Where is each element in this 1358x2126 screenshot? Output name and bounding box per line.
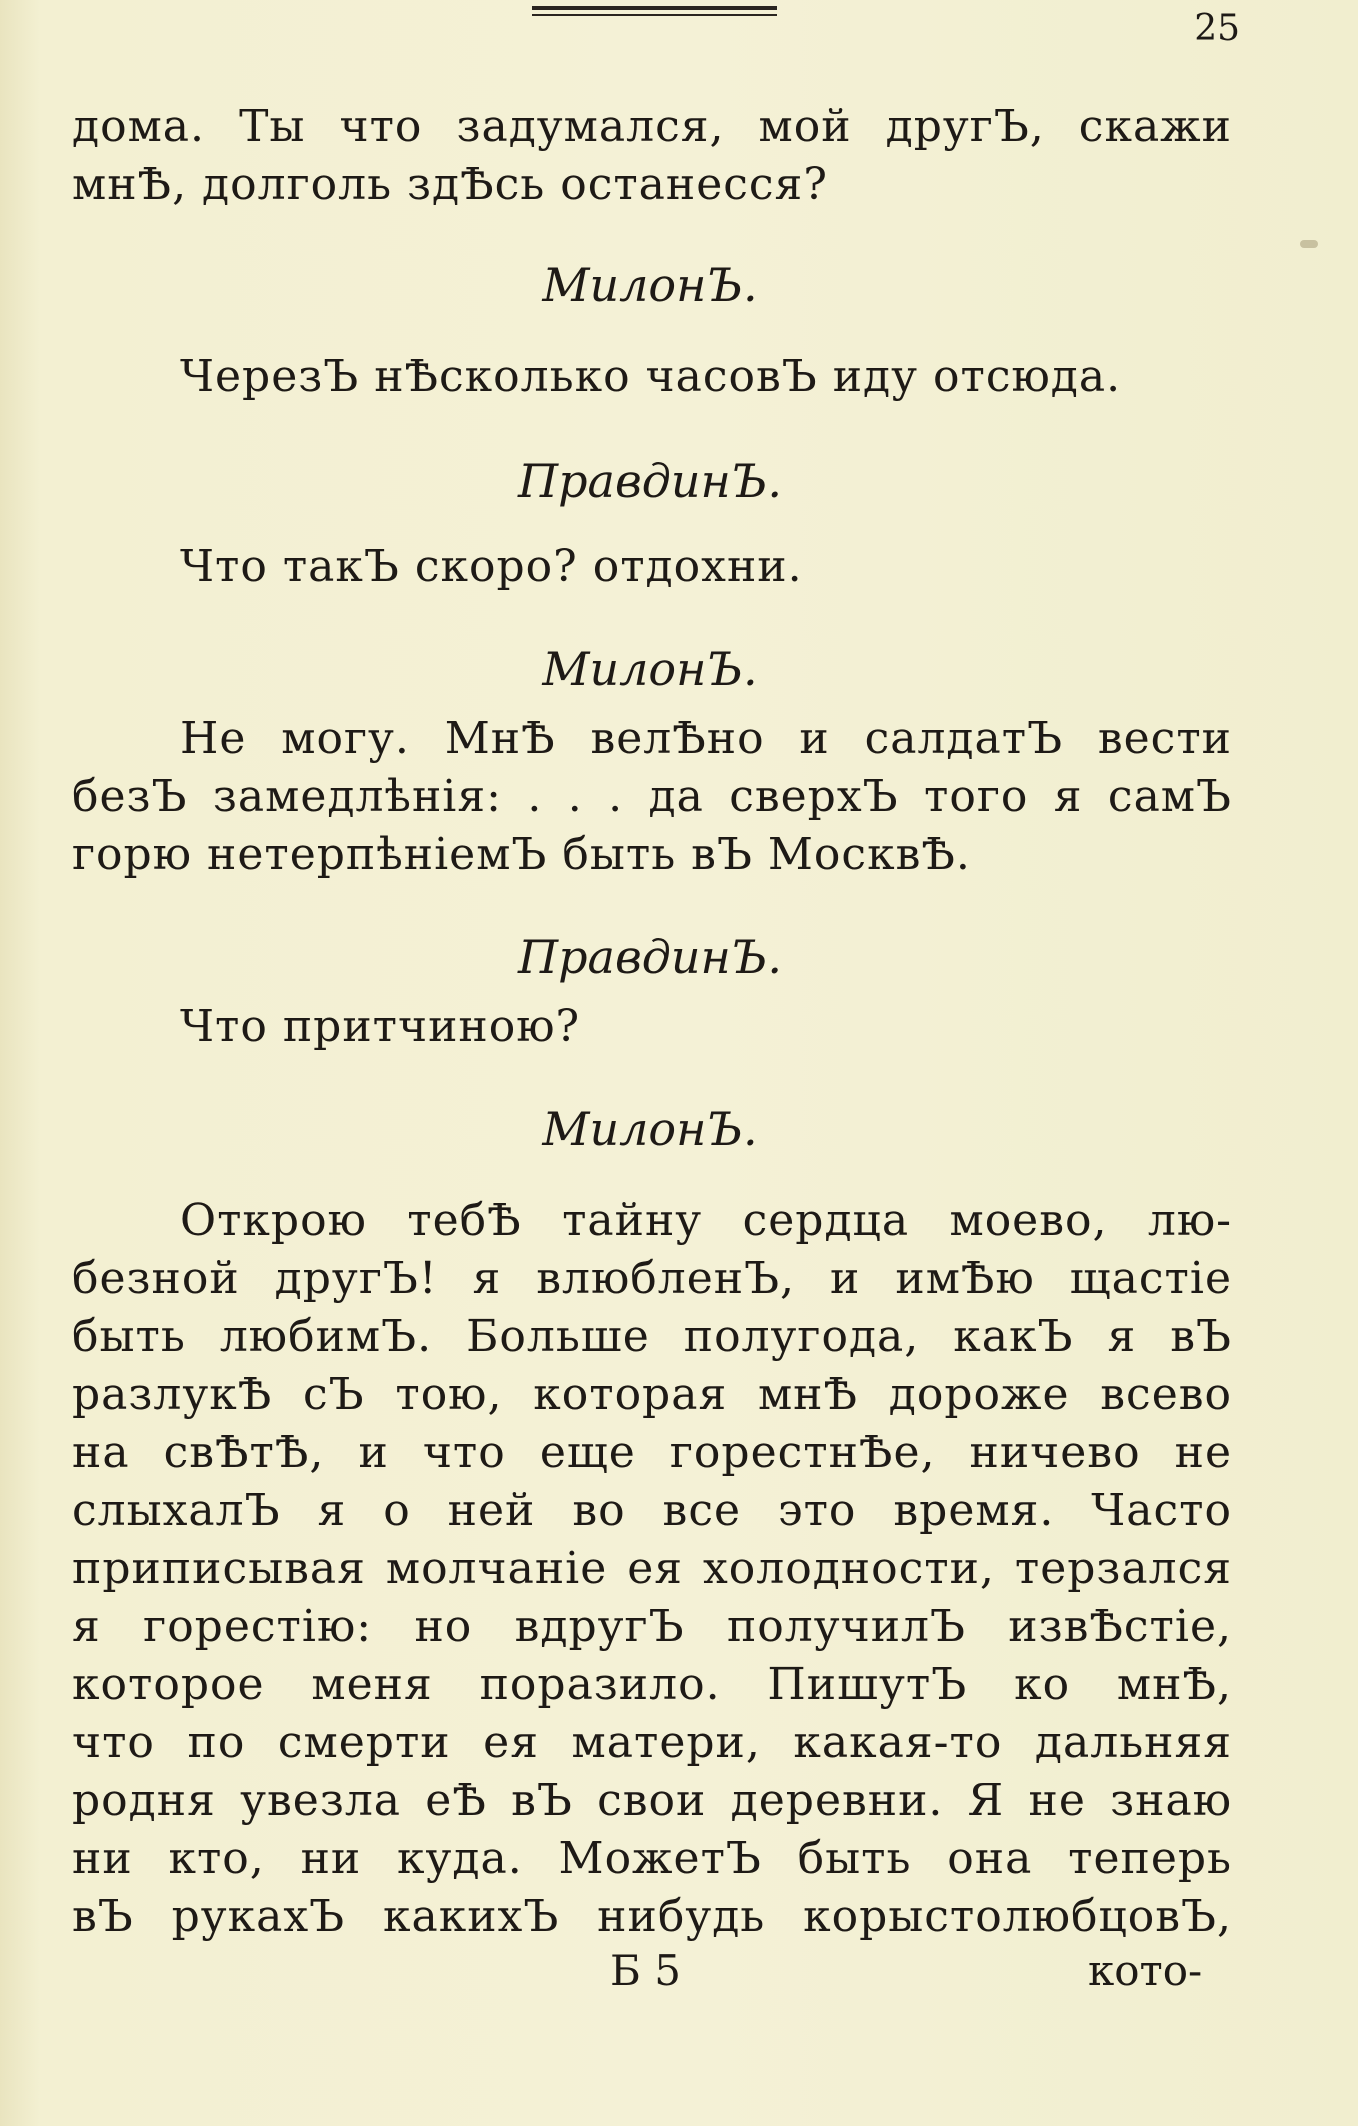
header-rule-thin bbox=[532, 14, 777, 16]
text-line: слыхалЪ я о ней во все это время. Часто bbox=[72, 1485, 1232, 1536]
text-line: ни кто, ни куда. МожетЪ быть она теперь bbox=[72, 1833, 1232, 1884]
text-line: горю нетерпѣніемЪ быть вЪ МосквѢ. bbox=[72, 829, 971, 880]
text-line: быть любимЪ. Больше полугода, какЪ я вЪ bbox=[72, 1311, 1232, 1362]
text-line: родня увезла еѢ вЪ свои деревни. Я не знаю bbox=[72, 1775, 1232, 1826]
text-line: вЪ рукахЪ какихЪ нибудь корыстолюбцовЪ, bbox=[72, 1891, 1232, 1942]
paragraph-6 bbox=[72, 1192, 1232, 1946]
catchword: кото- bbox=[1088, 1946, 1203, 1995]
speaker-name: ПравдинЪ. bbox=[517, 930, 782, 984]
text-line: приписывая молчаніе ея холодности, терзался bbox=[72, 1543, 1232, 1594]
speaker-name: МилонЪ. bbox=[542, 642, 758, 696]
text-line: безЪ замедлѣнія: . . . да сверхЪ того я самЪ bbox=[72, 771, 1232, 822]
paragraph-5 bbox=[72, 998, 1232, 1056]
header-rule bbox=[532, 6, 777, 20]
text-line: разлукѢ сЪ тою, которая мнѢ дороже всево bbox=[72, 1369, 1232, 1420]
paragraph-4 bbox=[72, 710, 1232, 884]
signature-mark: Б 5 bbox=[610, 1946, 681, 1995]
text-line: Не могу. МнѢ велѢно и салдатЪ вести bbox=[180, 713, 1232, 764]
paragraph-1 bbox=[72, 98, 1232, 214]
speaker-name: МилонЪ. bbox=[542, 258, 758, 312]
text-line: дома. Ты что задумался, мой другЪ, скажи bbox=[72, 101, 1232, 152]
text-line: мнѢ, долголь здѢсь останесся? bbox=[72, 159, 828, 210]
text-line: на свѢтѢ, и что еще горестнѢе, ничево не bbox=[72, 1427, 1232, 1478]
text-line: Открою тебѢ тайну сердца моево, лю- bbox=[180, 1195, 1232, 1246]
text-line: Что притчиною? bbox=[180, 1001, 581, 1052]
text-line: Что такЪ скоро? отдохни. bbox=[180, 541, 803, 592]
paragraph-2 bbox=[72, 348, 1232, 406]
text-line: что по смерти ея матери, какая-то дальняя bbox=[72, 1717, 1232, 1768]
page-number: 25 bbox=[1194, 8, 1240, 49]
text-line: ЧерезЪ нѢсколько часовЪ иду отсюда. bbox=[180, 351, 1122, 402]
header-rule-thick bbox=[532, 6, 777, 10]
text-line: я горестію: но вдругЪ получилЪ извѢстіе, bbox=[72, 1601, 1232, 1652]
speaker-name: ПравдинЪ. bbox=[517, 454, 782, 508]
text-line: безной другЪ! я влюбленЪ, и имѢю щастіе bbox=[72, 1253, 1232, 1304]
speaker-name: МилонЪ. bbox=[542, 1102, 758, 1156]
text-line: которое меня поразило. ПишутЪ ко мнѢ, bbox=[72, 1659, 1232, 1710]
paper-blemish bbox=[1300, 240, 1318, 248]
paragraph-3 bbox=[72, 538, 1232, 596]
